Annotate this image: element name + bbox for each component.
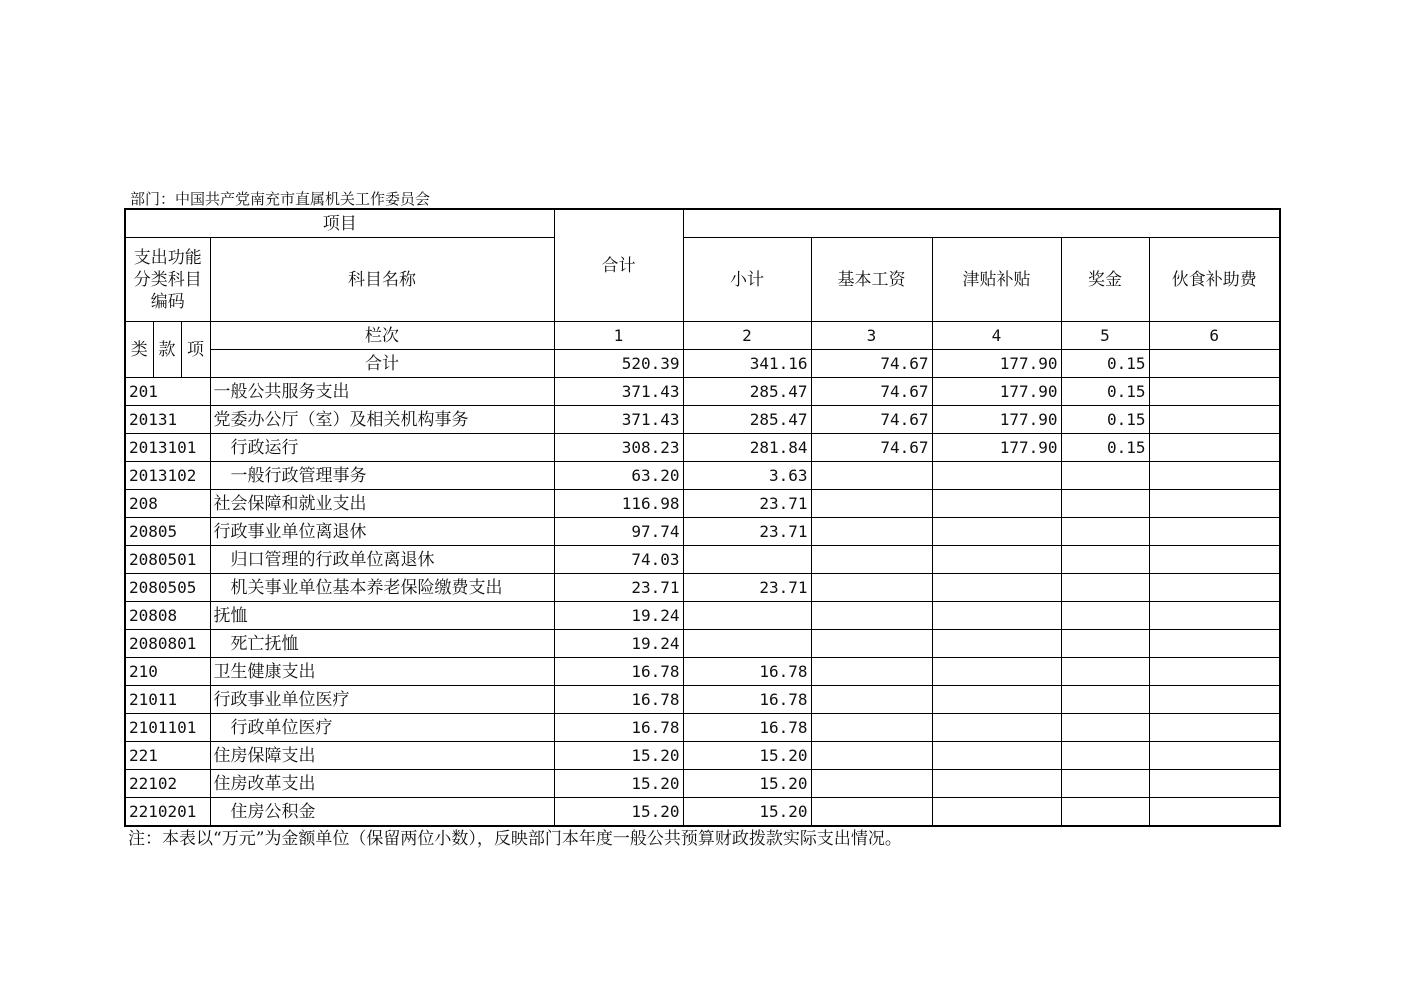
row-allowance [932, 686, 1061, 714]
header-xiang: 项 [181, 322, 210, 378]
row-allowance [932, 658, 1061, 686]
row-bonus [1061, 602, 1149, 630]
row-meal [1149, 630, 1280, 658]
row-name: 社会保障和就业支出 [210, 490, 554, 518]
row-total: 15.20 [554, 742, 683, 770]
row-total: 15.20 [554, 770, 683, 798]
header-col-4: 4 [932, 322, 1061, 350]
row-code: 2210201 [125, 798, 210, 827]
row-name: 党委办公厅（室）及相关机构事务 [210, 406, 554, 434]
row-meal [1149, 518, 1280, 546]
row-bonus: 0.15 [1061, 434, 1149, 462]
row-allowance [932, 742, 1061, 770]
row-subtotal: 281.84 [683, 434, 811, 462]
header-project: 项目 [125, 209, 554, 238]
table-row [125, 546, 1280, 574]
total-label: 合计 [210, 350, 554, 378]
row-name: 行政单位医疗 [210, 714, 554, 742]
row-code: 22102 [125, 770, 210, 798]
row-subtotal: 15.20 [683, 798, 811, 827]
row-meal [1149, 770, 1280, 798]
table-row [125, 434, 1280, 462]
row-basic-salary [811, 602, 932, 630]
total-subtotal: 341.16 [683, 350, 811, 378]
row-meal [1149, 434, 1280, 462]
row-code: 2013101 [125, 434, 210, 462]
header-meal: 伙食补助费 [1149, 238, 1280, 322]
row-basic-salary [811, 462, 932, 490]
header-lanci: 栏次 [210, 322, 554, 350]
row-code: 2080501 [125, 546, 210, 574]
row-bonus [1061, 574, 1149, 602]
row-name: 归口管理的行政单位离退休 [210, 546, 554, 574]
row-bonus [1061, 630, 1149, 658]
row-subtotal [683, 546, 811, 574]
row-basic-salary [811, 518, 932, 546]
header-col-5: 5 [1061, 322, 1149, 350]
row-meal [1149, 574, 1280, 602]
row-allowance [932, 574, 1061, 602]
row-code: 20805 [125, 518, 210, 546]
row-allowance [932, 630, 1061, 658]
total-total: 520.39 [554, 350, 683, 378]
row-total: 19.24 [554, 602, 683, 630]
row-basic-salary [811, 546, 932, 574]
row-subtotal: 23.71 [683, 490, 811, 518]
row-basic-salary [811, 490, 932, 518]
row-bonus [1061, 686, 1149, 714]
table-row [125, 714, 1280, 742]
row-meal [1149, 686, 1280, 714]
table-row [125, 574, 1280, 602]
row-meal [1149, 602, 1280, 630]
row-name: 住房改革支出 [210, 770, 554, 798]
row-bonus [1061, 518, 1149, 546]
row-allowance [932, 602, 1061, 630]
header-col-1: 1 [554, 322, 683, 350]
row-allowance: 177.90 [932, 378, 1061, 406]
row-subtotal: 23.71 [683, 518, 811, 546]
table-row [125, 406, 1280, 434]
row-code: 2101101 [125, 714, 210, 742]
header-bonus: 奖金 [1061, 238, 1149, 322]
row-total: 308.23 [554, 434, 683, 462]
row-basic-salary [811, 798, 932, 827]
row-name: 卫生健康支出 [210, 658, 554, 686]
row-subtotal: 16.78 [683, 714, 811, 742]
row-basic-salary [811, 686, 932, 714]
row-bonus: 0.15 [1061, 406, 1149, 434]
row-name: 行政事业单位离退休 [210, 518, 554, 546]
table-row [125, 630, 1280, 658]
table-row [125, 490, 1280, 518]
row-total: 371.43 [554, 406, 683, 434]
header-name: 科目名称 [210, 238, 554, 322]
row-code: 221 [125, 742, 210, 770]
row-basic-salary: 74.67 [811, 378, 932, 406]
department-label: 部门：中国共产党南充市直属机关工作委员会 [130, 190, 431, 208]
row-name: 一般行政管理事务 [210, 462, 554, 490]
row-allowance [932, 546, 1061, 574]
table-row [125, 770, 1280, 798]
table-row [125, 378, 1280, 406]
row-name: 住房公积金 [210, 798, 554, 827]
header-total: 合计 [554, 209, 683, 322]
table-row [125, 742, 1280, 770]
row-code: 208 [125, 490, 210, 518]
row-total: 23.71 [554, 574, 683, 602]
row-name: 行政事业单位医疗 [210, 686, 554, 714]
row-name: 住房保障支出 [210, 742, 554, 770]
row-basic-salary [811, 630, 932, 658]
total-meal [1149, 350, 1280, 378]
row-allowance [932, 518, 1061, 546]
row-meal [1149, 490, 1280, 518]
row-bonus: 0.15 [1061, 378, 1149, 406]
row-bonus [1061, 770, 1149, 798]
table-row [125, 658, 1280, 686]
row-subtotal: 16.78 [683, 686, 811, 714]
row-meal [1149, 742, 1280, 770]
budget-table [124, 208, 1281, 827]
row-total: 97.74 [554, 518, 683, 546]
row-meal [1149, 462, 1280, 490]
header-col-6: 6 [1149, 322, 1280, 350]
total-bonus: 0.15 [1061, 350, 1149, 378]
row-allowance [932, 798, 1061, 827]
row-subtotal: 285.47 [683, 406, 811, 434]
row-total: 116.98 [554, 490, 683, 518]
header-col-3: 3 [811, 322, 932, 350]
row-meal [1149, 798, 1280, 827]
row-name: 机关事业单位基本养老保险缴费支出 [210, 574, 554, 602]
row-basic-salary [811, 742, 932, 770]
row-code: 210 [125, 658, 210, 686]
row-bonus [1061, 658, 1149, 686]
row-bonus [1061, 714, 1149, 742]
row-subtotal: 15.20 [683, 742, 811, 770]
row-code: 2080801 [125, 630, 210, 658]
row-basic-salary [811, 714, 932, 742]
row-name: 抚恤 [210, 602, 554, 630]
row-bonus [1061, 742, 1149, 770]
header-allowance: 津贴补贴 [932, 238, 1061, 322]
row-allowance [932, 462, 1061, 490]
row-code: 20131 [125, 406, 210, 434]
row-total: 74.03 [554, 546, 683, 574]
header-subtotal: 小计 [683, 238, 811, 322]
header-basic-salary: 基本工资 [811, 238, 932, 322]
row-code: 201 [125, 378, 210, 406]
row-code: 21011 [125, 686, 210, 714]
row-allowance: 177.90 [932, 406, 1061, 434]
row-meal [1149, 714, 1280, 742]
row-allowance [932, 770, 1061, 798]
row-subtotal [683, 602, 811, 630]
row-subtotal [683, 630, 811, 658]
header-kuan: 款 [153, 322, 181, 378]
header-col-2: 2 [683, 322, 811, 350]
table-row [125, 798, 1280, 827]
header-lei: 类 [125, 322, 153, 378]
row-total: 16.78 [554, 686, 683, 714]
row-subtotal: 16.78 [683, 658, 811, 686]
row-name: 死亡抚恤 [210, 630, 554, 658]
row-bonus [1061, 546, 1149, 574]
row-name: 行政运行 [210, 434, 554, 462]
row-bonus [1061, 490, 1149, 518]
table-row [125, 518, 1280, 546]
row-basic-salary [811, 574, 932, 602]
row-basic-salary [811, 770, 932, 798]
row-subtotal: 3.63 [683, 462, 811, 490]
row-total: 16.78 [554, 658, 683, 686]
table-row [125, 686, 1280, 714]
row-total: 15.20 [554, 798, 683, 827]
row-code: 2013102 [125, 462, 210, 490]
row-total: 63.20 [554, 462, 683, 490]
row-code: 2080505 [125, 574, 210, 602]
header-blank [683, 209, 1280, 238]
row-allowance: 177.90 [932, 434, 1061, 462]
table-row [125, 602, 1280, 630]
row-total: 16.78 [554, 714, 683, 742]
row-bonus [1061, 462, 1149, 490]
table-row [125, 462, 1280, 490]
row-meal [1149, 546, 1280, 574]
footnote: 注：本表以“万元”为金额单位（保留两位小数），反映部门本年度一般公共预算财政拨款实际支出情况。 [128, 829, 902, 849]
row-name: 一般公共服务支出 [210, 378, 554, 406]
row-bonus [1061, 798, 1149, 827]
row-basic-salary: 74.67 [811, 434, 932, 462]
total-basic-salary: 74.67 [811, 350, 932, 378]
row-meal [1149, 378, 1280, 406]
row-code: 20808 [125, 602, 210, 630]
row-allowance [932, 490, 1061, 518]
row-meal [1149, 406, 1280, 434]
row-subtotal: 15.20 [683, 770, 811, 798]
row-subtotal: 285.47 [683, 378, 811, 406]
total-row [125, 350, 1280, 378]
row-subtotal: 23.71 [683, 574, 811, 602]
row-basic-salary [811, 658, 932, 686]
row-total: 371.43 [554, 378, 683, 406]
row-allowance [932, 714, 1061, 742]
total-allowance: 177.90 [932, 350, 1061, 378]
row-basic-salary: 74.67 [811, 406, 932, 434]
row-total: 19.24 [554, 630, 683, 658]
header-code-group: 支出功能分类科目编码 [125, 238, 210, 322]
row-meal [1149, 658, 1280, 686]
